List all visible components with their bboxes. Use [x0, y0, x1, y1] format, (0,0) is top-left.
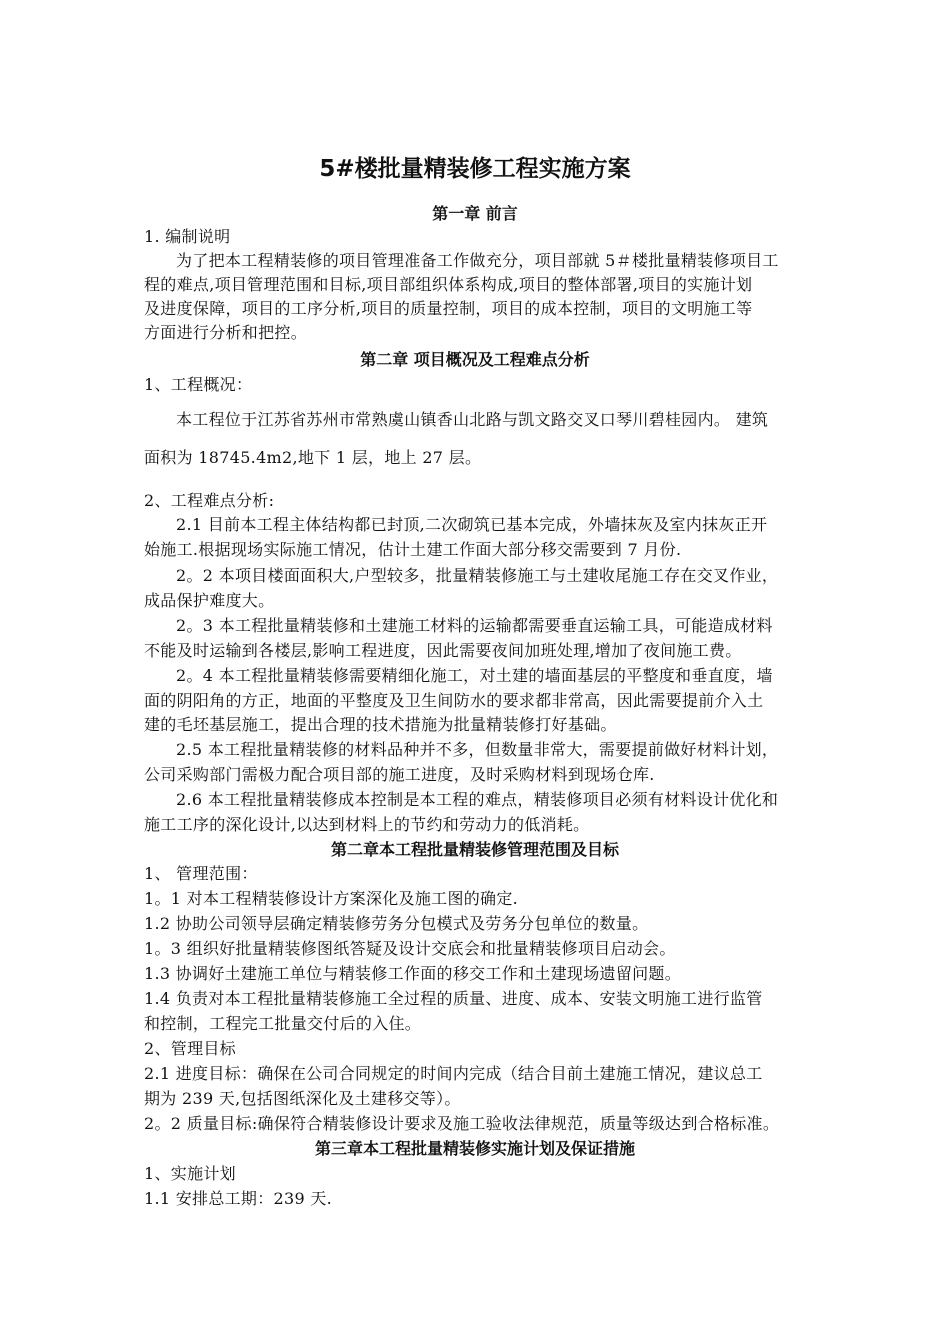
- chapter1-heading: 第一章 前言: [432, 204, 518, 223]
- paragraph-line: 成品保护难度大。: [144, 591, 275, 610]
- paragraph-line: 建的毛坯基层施工，提出合理的技术措施为批量精装修打好基础。: [144, 715, 617, 734]
- list-item: 1.4 负责对本工程批量精装修施工全过程的质量、进度、成本、安装文明施工进行监管: [144, 989, 763, 1008]
- list-item: 1.1 安排总工期：239 天.: [144, 1189, 333, 1208]
- paragraph-line: 面积为 18745.4m2,地下 1 层，地上 27 层。: [144, 448, 482, 467]
- paragraph-line: 公司采购部门需极力配合项目部的施工进度，及时采购材料到现场仓库.: [144, 765, 655, 784]
- paragraph-line: 程的难点,项目管理范围和目标,项目部组织体系构成,项目的整体部署,项目的实施计划: [144, 275, 753, 294]
- paragraph-line: 方面进行分析和把控。: [144, 323, 308, 342]
- chapter2b-heading: 第二章本工程批量精装修管理范围及目标: [330, 840, 619, 859]
- list-item: 2.1 进度目标：确保在公司合同规定的时间内完成（结合目前土建施工情况，建议总工: [144, 1064, 763, 1083]
- section-label: 1、 管理范围：: [144, 864, 258, 883]
- list-item: 1。3 组织好批量精装修图纸答疑及设计交底会和批量精装修项目启动会。: [144, 939, 676, 958]
- section-label: 1. 编制说明: [144, 227, 231, 246]
- paragraph-line: 2。3 本工程批量精装修和土建施工材料的运输都需要垂直运输工具，可能造成材料: [176, 616, 773, 635]
- list-item: 2。2 质量目标:确保符合精装修设计要求及施工验收法律规范，质量等级达到合格标准。: [144, 1114, 780, 1133]
- paragraph-line: 面的阴阳角的方正，地面的平整度及卫生间防水的要求都非常高，因此需要提前介入土: [144, 691, 764, 710]
- chapter3-heading: 第三章本工程批量精装修实施计划及保证措施: [314, 1139, 635, 1158]
- paragraph-line: 为了把本工程精装修的项目管理准备工作做充分，项目部就 5＃楼批量精装修项目工: [176, 251, 779, 270]
- paragraph-line: 2。4 本工程批量精装修需要精细化施工，对土建的墙面基层的平整度和垂直度，墙: [176, 666, 773, 685]
- paragraph-line: 施工工序的深化设计,以达到材料上的节约和劳动力的低消耗。: [144, 815, 590, 834]
- list-item: 1.2 协助公司领导层确定精装修劳务分包模式及劳务分包单位的数量。: [144, 914, 649, 933]
- paragraph-line: 2.1 目前本工程主体结构都已封顶,二次砌筑已基本完成，外墙抹灰及室内抹灰正开: [176, 515, 768, 534]
- paragraph-line: 不能及时运输到各楼层,影响工程进度，因此需要夜间加班处理,增加了夜间施工费。: [144, 641, 742, 660]
- section-label: 1、工程概况：: [144, 375, 253, 394]
- paragraph-line: 本工程位于江苏省苏州市常熟虞山镇香山北路与凯文路交叉口琴川碧桂园内。 建筑: [176, 410, 769, 429]
- section-label: 1、实施计划: [144, 1164, 236, 1183]
- list-item: 1.3 协调好土建施工单位与精装修工作面的移交工作和土建现场遗留问题。: [144, 964, 682, 983]
- document-title: 5#楼批量精装修工程实施方案: [319, 156, 631, 182]
- list-item: 期为 239 天,包括图纸深化及土建移交等）。: [144, 1089, 461, 1108]
- list-item: 和控制，工程完工批量交付后的入住。: [144, 1014, 422, 1033]
- paragraph-line: 2.6 本工程批量精装修成本控制是本工程的难点，精装修项目必须有材料设计优化和: [176, 790, 779, 809]
- list-item: 1。1 对本工程精装修设计方案深化及施工图的确定.: [144, 889, 519, 908]
- paragraph-line: 始施工.根据现场实际施工情况，估计土建工作面大部分移交需要到 7 月份.: [144, 540, 682, 559]
- paragraph-line: 及进度保障，项目的工序分析,项目的质量控制，项目的成本控制，项目的文明施工等: [144, 299, 753, 318]
- section-label: 2、管理目标: [144, 1039, 236, 1058]
- section-label: 2、工程难点分析:: [144, 491, 275, 510]
- paragraph-line: 2。2 本项目楼面面积大,户型较多，批量精装修施工与土建收尾施工存在交叉作业，: [176, 566, 779, 585]
- paragraph-line: 2.5 本工程批量精装修的材料品种并不多，但数量非常大，需要提前做好材料计划，: [176, 740, 779, 759]
- chapter2-heading: 第二章 项目概况及工程难点分析: [360, 350, 590, 369]
